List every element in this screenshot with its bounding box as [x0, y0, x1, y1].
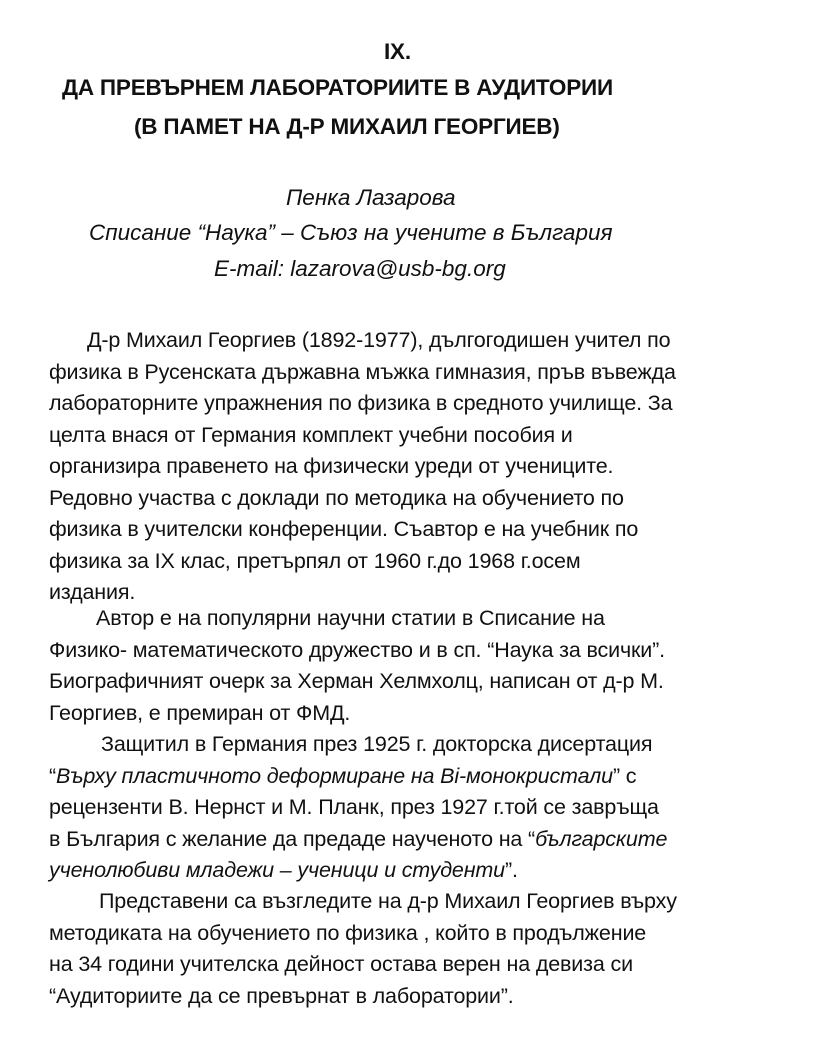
paragraph-line: рецензенти В. Нернст и М. Планк, през 1927 г.той се завръща: [49, 795, 659, 819]
paragraph-line: Физико- математическото дружество и в сп. “Наука за всички”.: [49, 637, 665, 662]
paragraph-line: физика в Русенската държавна мъжка гимназия, пръв въвежда: [49, 359, 676, 384]
author-name: Пенка Лазарова: [286, 185, 456, 210]
chapter-number: IX.: [384, 39, 411, 64]
paragraph-1: [49, 325, 789, 609]
paragraph-line: [49, 824, 789, 856]
dissertation-title: Върху пластичното деформиране на Bi-монокристали: [56, 763, 613, 788]
paragraph-line: на 34 години учителска дейност остава верен на девиза си: [49, 952, 633, 976]
quote-mark: “: [49, 763, 57, 788]
title-line-1: ДА ПРЕВЪРНЕМ ЛАБОРАТОРИИТЕ В АУДИТОРИИ: [62, 75, 613, 100]
line-tail: ”.: [504, 858, 518, 882]
paragraph-2: [49, 603, 789, 729]
paragraph-4: [49, 886, 789, 1012]
author-affiliation: Списание “Наука” – Съюз на учените в България: [89, 220, 613, 245]
title-line-2: (В ПАМЕТ НА Д-Р МИХАИЛ ГЕОРГИЕВ): [134, 114, 560, 139]
paragraph-line: издания.: [49, 580, 136, 604]
paragraph-line: физика за IX клас, претърпял от 1960 г.до 1968 г.осем: [49, 548, 581, 573]
paragraph-line: Защитил в Германия през 1925 г. докторска дисертация: [101, 732, 653, 756]
paragraph-3: [49, 729, 789, 887]
paragraph-line: целта внася от Германия комплект учебни пособия и: [49, 422, 573, 447]
paragraph-line: Представени са възгледите на д-р Михаил Георгиев върху: [99, 889, 677, 913]
paragraph-line: Редовно участва с доклади по методика на обучението по: [49, 485, 624, 510]
paragraph-line: методиката на обучението по физика , който в продължение: [49, 920, 647, 945]
paragraph-line: Д-р Михаил Георгиев (1892-1977), дългогодишен учител по: [87, 328, 671, 352]
paragraph-line: организира правенето на физически уреди от учениците.: [49, 454, 614, 478]
paragraph-line: “Аудиториите да се превърнат в лаборатории”.: [49, 983, 514, 1008]
paragraph-line: лабораторните упражнения по физика в средното училище. За: [49, 391, 673, 415]
paragraph-line: Биографичният очерк за Херман Хелмхолц, написан от д-р М.: [49, 669, 664, 693]
quote-italic: ученолюбиви младежи – ученици и студенти: [49, 858, 505, 882]
paragraph-line: [49, 855, 789, 887]
quote-italic: българските: [535, 826, 668, 851]
paragraph-line: Георгиев, е премиран от ФМД.: [49, 700, 351, 725]
paragraph-line: Автор е на популярни научни статии в Списание на: [96, 606, 605, 630]
author-email: E-mail: lazarova@usb-bg.org: [214, 256, 506, 281]
line-text: в България с желание да предаде наученото на “: [49, 826, 536, 851]
paragraph-line: физика в учителски конференции. Съавтор е на учебник по: [49, 517, 639, 541]
paragraph-line: [49, 761, 789, 793]
line-tail: ” с: [612, 763, 637, 788]
